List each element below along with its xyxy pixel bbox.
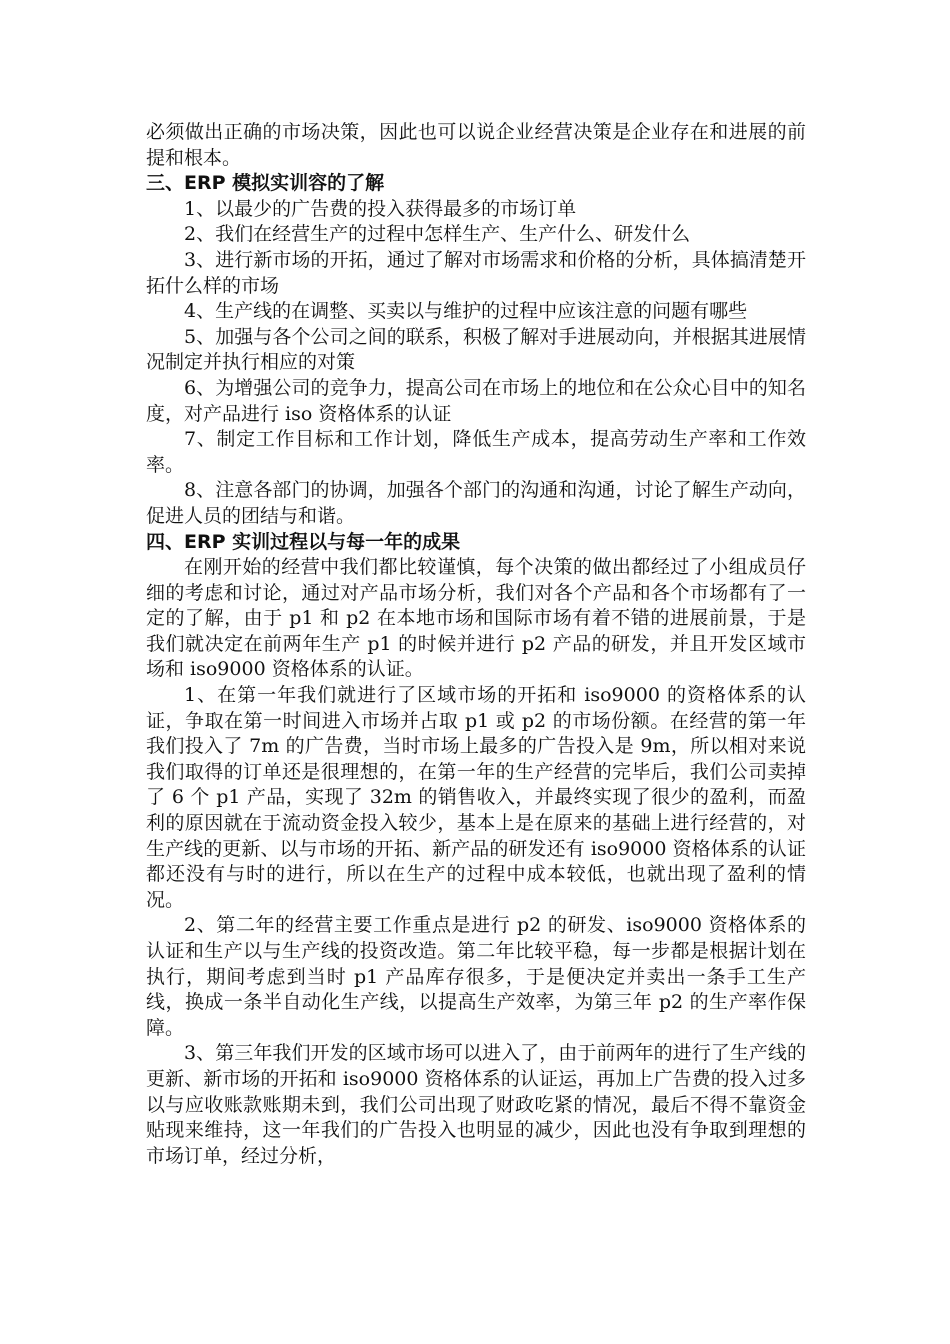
section-heading-4: 四、ERP 实训过程以与每一年的成果 — [146, 530, 461, 553]
list-item-1: 1、以最少的广告费的投入获得最多的市场订单 — [184, 197, 577, 220]
paragraph-overview: 在刚开始的经营中我们都比较谨慎，每个决策的做出都经过了小组成员仔细的考虑和讨论，通过对产品市场分析，我们对各个产品和各个市场都有了一定的了解，由于 p1 和 p2 在本地市场和国际市场有着不错的进展前景，于是我们就决定在前两年生产 p1 的时候并进行 p2 产品的研发，并且开发区域市场和 iso9000 资格体系的认证。 — [146, 556, 806, 681]
paragraph-year-3: 3、第三年我们开发的区域市场可以进入了，由于前两年的进行了生产线的更新、新市场的开拓和 iso9000 资格体系的认证运，再加上广告费的投入过多以与应收账款账期未到，我们公司出现了财政吃紧的情况，最后不得不靠资金贴现来维持，这一年我们的广告投入也明显的减少，因此也没有争取到理想的市场订单，经过分析， — [146, 1042, 806, 1167]
paragraph-intro: 必须做出正确的市场决策，因此也可以说企业经营决策是企业存在和进展的前提和根本。 — [146, 121, 806, 169]
paragraph-year-2: 2、第二年的经营主要工作重点是进行 p2 的研发、iso9000 资格体系的认证和生产以与生产线的投资改造。第二年比较平稳，每一步都是根据计划在执行，期间考虑到当时 p1 产品库存很多，于是便决定并卖出一条手工生产线，换成一条半自动化生产线，以提高生产效率，为第三年 p2 的生产率作保障。 — [146, 914, 806, 1039]
list-item-2: 2、我们在经营生产的过程中怎样生产、生产什么、研发什么 — [184, 223, 691, 246]
paragraph-year-1: 1、在第一年我们就进行了区域市场的开拓和 iso9000 的资格体系的认证，争取在第一时间进入市场并占取 p1 或 p2 的市场份额。在经营的第一年我们投入了 7m 的广告费，当时市场上最多的广告投入是 9m，所以相对来说我们取得的订单还是很理想的，在第一年的生产经营的完毕后，我们公司卖掉了 6 个 p1 产品，实现了 32m 的销售收入，并最终实现了很少的盈利，而盈利的原因就在于流动资金投入较少，基本上是在原来的基础上进行经营的，对生产线的更新、以与市场的开拓、新产品的研发还有 iso9000 资格体系的认证都还没有与时的进行，所以在生产的过程中成本较低，也就出现了盈利的情况。 — [146, 684, 806, 911]
document-page — [146, 120, 806, 1169]
list-item-7: 7、制定工作目标和工作计划，降低生产成本，提高劳动生产率和工作效率。 — [146, 428, 806, 476]
list-item-4: 4、生产线的在调整、买卖以与维护的过程中应该注意的问题有哪些 — [184, 300, 748, 323]
section-heading-3: 三、ERP 模拟实训容的了解 — [146, 172, 385, 195]
list-item-5: 5、加强与各个公司之间的联系，积极了解对手进展动向，并根据其进展情况制定并执行相应的对策 — [146, 325, 806, 374]
list-item-6: 6、为增强公司的竞争力，提高公司在市场上的地位和在公众心目中的知名度，对产品进行 iso 资格体系的认证 — [146, 376, 806, 425]
list-item-3: 3、进行新市场的开拓，通过了解对市场需求和价格的分析，具体搞清楚开拓什么样的市场 — [146, 248, 806, 297]
list-item-8: 8、注意各部门的协调，加强各个部门的沟通和沟通，讨论了解生产动向，促进人员的团结与和谐。 — [146, 479, 806, 527]
